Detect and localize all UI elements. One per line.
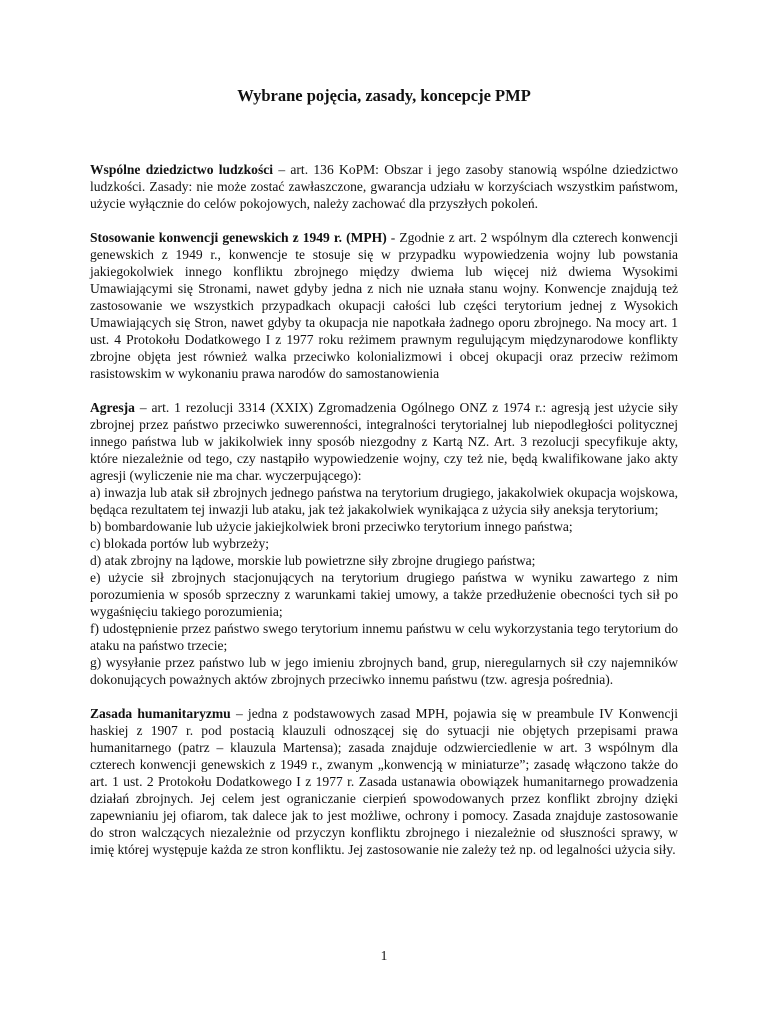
list-item: a) inwazja lub atak sił zbrojnych jednego państwa na terytorium drugiego, jakakolwiek okupacja wojskowa, będąca rezultatem tej inwazji lub ataku, jak też jakakolwiek wynikająca z użycia siły aneksja terytorium; <box>90 485 678 517</box>
section-text: – art. 1 rezolucji 3314 (XXIX) Zgromadzenia Ogólnego ONZ z 1974 r.: agresją jest użycie siły zbrojnej przez państwo przeciwko suwerenności, integralności terytorialnej lub niepodległości politycznej innego państwa lub w jakikolwiek inny sposób niezgodny z Kartą NZ. Art. 3 rezolucji specyfikuje akty, które niezależnie od tego, czy nastąpiło wypowiedzenie wojny, czy też nie, będą kwalifikowane jako akty agresji (wyliczenie nie ma char. wyczerpującego): <box>90 400 678 483</box>
section-text: – jedna z podstawowych zasad MPH, pojawia się w preambule IV Konwencji haskiej z 1907 r. pod postacią klauzuli odnoszącej się do sytuacji nie objętych przepisami prawa humanitarnego (patrz – klauzula Martensa); zasada znajduje odzwierciedlenie w art. 3 wspólnym dla czterech konwencji genewskich z 1949 r., zwanym „konwencją w miniaturze”; zasadę włączono także do art. 1 ust. 2 Protokołu Dodatkowego I z 1977 r. Zasada ustanawia obowiązek humanitarnego prowadzenia działań zbrojnych. Jej celem jest ograniczanie cierpień spowodowanych przez konflikt zbrojny dzięki zapewnianiu jej ofiarom, tak dalece jak to jest możliwe, ochrony i pomocy. Zasada znajduje zastosowanie do stron walczących niezależnie od przyczyn konfliktu zbrojnego i niezależnie od słuszności sprawy, w imię której występuje każda ze stron konfliktu. Jej zastosowanie nie zależy też np. od legalności użycia siły. <box>90 706 678 857</box>
section-common-heritage <box>90 161 678 212</box>
list-item: d) atak zbrojny na lądowe, morskie lub powietrzne siły zbrojne drugiego państwa; <box>90 553 536 568</box>
section-paragraph <box>90 399 678 484</box>
section-paragraph <box>90 161 678 212</box>
page-number: 1 <box>380 948 388 963</box>
section-term: Zasada humanitaryzmu <box>90 706 231 721</box>
section-paragraph <box>90 229 678 382</box>
section-term: Agresja <box>90 400 135 415</box>
section-aggression <box>90 399 678 688</box>
section-geneva-conventions <box>90 229 678 382</box>
section-term: Wspólne dziedzictwo ludzkości <box>90 162 273 177</box>
list-item: c) blokada portów lub wybrzeży; <box>90 536 270 551</box>
document-body <box>90 161 678 875</box>
section-text: - Zgodnie z art. 2 wspólnym dla czterech konwencji genewskich z 1949 r., konwencje te stosuje się w przypadku wypowiedzenia wojny lub powstania jakiegokolwiek innego konfliktu zbrojnego między dwiema lub więcej niż dwiema Wysokimi Umawiającymi się Stronami, nawet gdyby jedna z nich nie uznała stanu wojny. Konwencje znajdują też zastosowanie we wszystkich przypadkach okupacji całości lub części terytorium jednej z Wysokich Umawiających się Stron, nawet gdyby ta okupacja nie napotkała żadnego oporu zbrojnego. Na mocy art. 1 ust. 4 Protokołu Dodatkowego I z 1977 roku reżimem prawnym regulującym międzynarodowe konflikty zbrojne objęta jest również walka przeciwko kolonializmowi i obcej okupacji oraz przeciw reżimom rasistowskim w wykonaniu prawa narodów do samostanowienia <box>90 230 678 381</box>
document-title: Wybrane pojęcia, zasady, koncepcje PMP <box>237 86 531 105</box>
list-item: f) udostępnienie przez państwo swego terytorium innemu państwu w celu wykorzystania tego terytorium do ataku na państwo trzecie; <box>90 621 678 653</box>
section-humanitarianism <box>90 705 678 858</box>
list-item: g) wysyłanie przez państwo lub w jego imieniu zbrojnych band, grup, nieregularnych sił czy najemników dokonujących poważnych aktów zbrojnych przeciwko innemu państwu (tzw. agresja pośrednia). <box>90 655 678 687</box>
list-item: b) bombardowanie lub użycie jakiejkolwiek broni przeciwko terytorium innego państwa; <box>90 519 573 534</box>
section-text: – art. 136 KoPM: Obszar i jego zasoby stanowią wspólne dziedzictwo ludzkości. Zasady: nie może zostać zawłaszczone, gwarancja udziału w korzyściach wszystkim państwom, użycie wyłącznie do celów pokojowych, należy zachować dla przyszłych pokoleń. <box>90 162 678 211</box>
section-paragraph <box>90 705 678 858</box>
list-item: e) użycie sił zbrojnych stacjonujących na terytorium drugiego państwa w wyniku zawartego z nim porozumienia w sposób sprzeczny z warunkami takiej umowy, a także przedłużenie obecności tych sił po wygaśnięciu takiego porozumienia; <box>90 570 678 619</box>
section-term: Stosowanie konwencji genewskich z 1949 r. (MPH) <box>90 230 387 245</box>
